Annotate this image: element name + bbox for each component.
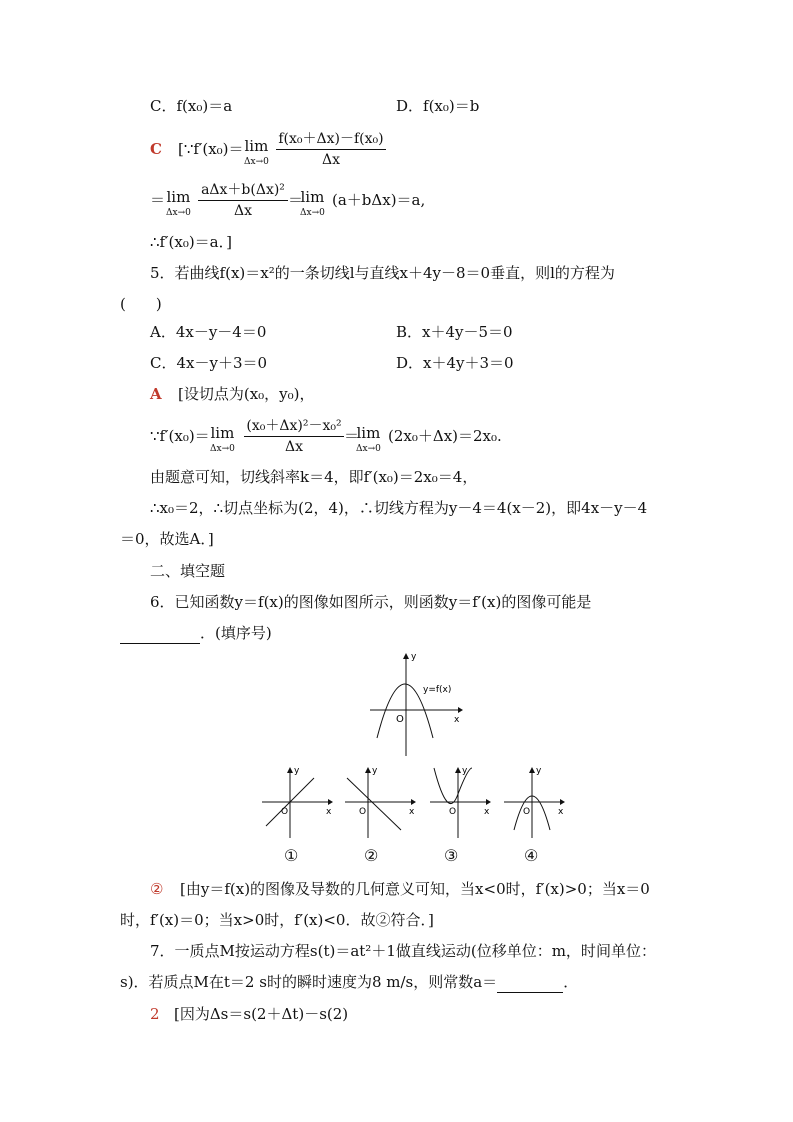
decreasing-line xyxy=(347,778,401,830)
graph-4-x-label: x xyxy=(558,807,564,817)
q6-graph-3 xyxy=(428,764,494,840)
q7-answer-value: 2 xyxy=(150,1005,160,1023)
fraction-bar xyxy=(244,436,344,437)
q4-line2-mid-equals: ＝ xyxy=(288,191,304,209)
q7-answer-blank xyxy=(497,972,563,993)
graph-4-y-label: y xyxy=(536,766,542,776)
main-curve-label: y=f(x) xyxy=(423,685,452,695)
lim-word: lim xyxy=(356,424,381,442)
graph-1-y-label: y xyxy=(294,766,300,776)
q4-line2-equals: ＝ xyxy=(150,191,166,209)
q7-solution-line1: [因为Δs＝s(2＋Δt)－s(2) xyxy=(174,1005,349,1023)
y-axis-arrow xyxy=(403,653,409,659)
graph-2-x-label: x xyxy=(409,807,415,817)
lim-subscript: Δx→0 xyxy=(300,208,325,218)
x-axis-arrow xyxy=(458,707,463,713)
q5-solution-line2-prefix: ∵f′(x₀)＝ xyxy=(150,427,210,445)
fraction-bar xyxy=(276,149,386,150)
q5-fraction xyxy=(244,417,344,456)
fraction-numerator: (x₀＋Δx)²－x₀² xyxy=(246,418,342,434)
fraction-numerator: f(x₀＋Δx)－f(x₀) xyxy=(278,131,384,147)
lim-subscript: Δx→0 xyxy=(244,157,269,167)
q5-stem-line2: ( ) xyxy=(120,295,162,313)
q6-stem-line2 xyxy=(120,623,272,644)
q5-option-a: A．4x－y－4＝0 xyxy=(150,323,267,341)
q5-solution-line5: ＝0，故选A．] xyxy=(120,530,214,548)
q6-solution-line2: 时，f′(x)＝0；当x>0时，f′(x)<0．故②符合．] xyxy=(120,911,434,929)
main-x-label: x xyxy=(454,715,460,725)
graph-3-y-label: y xyxy=(462,766,468,776)
graph-3-x-label: x xyxy=(484,807,490,817)
fraction-numerator: aΔx＋b(Δx)² xyxy=(201,182,285,198)
q7-stem-line2-text: s)．若质点M在t＝2 s时的瞬时速度为8 m/s，则常数a＝ xyxy=(120,973,498,991)
q6-stem-line1: 6．已知函数y＝f(x)的图像如图所示，则函数y＝f′(x)的图像可能是 xyxy=(150,593,592,611)
lim-word: lim xyxy=(166,188,191,206)
q5-solution-line1: [设切点为(x₀，y₀)， xyxy=(178,385,315,403)
section-title-fill-in: 二、填空题 xyxy=(150,562,226,580)
q5-solution-line2-mid: ＝ xyxy=(344,427,360,445)
fraction-bar xyxy=(198,200,288,201)
q5-option-d: D．x＋4y＋3＝0 xyxy=(396,354,514,372)
q6-stem-line2-text: ．(填序号) xyxy=(200,624,272,642)
lim-word: lim xyxy=(210,424,235,442)
q7-stem-line2 xyxy=(120,972,578,993)
q4-limit-2 xyxy=(166,188,191,220)
graph-2-y-label: y xyxy=(372,766,378,776)
q6-caption-2: ② xyxy=(364,846,379,865)
q5-option-c: C．4x－y＋3＝0 xyxy=(150,354,268,372)
q4-fraction-2 xyxy=(198,181,288,220)
lim-subscript: Δx→0 xyxy=(356,444,381,454)
q6-answer-blank xyxy=(120,623,200,644)
q4-option-c: C．f(x₀)＝a xyxy=(150,97,233,115)
q5-stem-line1: 5．若曲线f(x)＝x²的一条切线l与直线x＋4y－8＝0垂直，则l的方程为 xyxy=(150,264,615,282)
graph-3-origin: O xyxy=(449,807,457,817)
q6-caption-3: ③ xyxy=(444,846,459,865)
lim-subscript: Δx→0 xyxy=(166,208,191,218)
q6-graph-2 xyxy=(343,764,419,840)
q5-solution-line4: ∴x₀＝2，∴切点坐标为(2，4)，∴切线方程为y－4＝4(x－2)，即4x－y－4 xyxy=(150,499,648,517)
q4-limit-1 xyxy=(244,137,269,169)
q6-graph-4 xyxy=(502,764,568,840)
q6-caption-4: ④ xyxy=(524,846,539,865)
q6-solution-line1: [由y＝f(x)的图像及导数的几何意义可知，当x<0时，f′(x)>0；当x＝0 xyxy=(180,880,650,898)
q5-limit-1 xyxy=(210,424,235,456)
lim-word: lim xyxy=(244,137,269,155)
q6-main-graph xyxy=(366,650,466,758)
q5-limit-2 xyxy=(356,424,381,456)
fraction-denominator: Δx xyxy=(321,152,340,168)
q7-stem-line1: 7．一质点M按运动方程s(t)＝at²＋1做直线运动(位移单位：m，时间单位： xyxy=(150,942,656,960)
q6-caption-1: ① xyxy=(284,846,299,865)
q5-option-b: B．x＋4y－5＝0 xyxy=(396,323,513,341)
q5-answer-letter: A xyxy=(150,385,162,403)
graph-2-origin: O xyxy=(359,807,367,817)
q4-line2-tail: (a＋bΔx)＝a, xyxy=(332,191,426,209)
q4-solution-line1-prefix: [∵f′(x₀)＝ xyxy=(178,140,244,158)
main-y-label: y xyxy=(411,652,417,662)
q4-conclusion: ∴f′(x₀)＝a．] xyxy=(150,233,232,251)
graph-4-origin: O xyxy=(523,807,531,817)
q6-graph-1 xyxy=(260,764,336,840)
main-origin-label: O xyxy=(396,714,404,725)
q5-solution-line2-tail: (2x₀＋Δx)＝2x₀. xyxy=(388,427,502,445)
q4-fraction-1 xyxy=(276,130,386,169)
q7-stem-line2-end: ． xyxy=(563,973,579,991)
q5-solution-line3: 由题意可知，切线斜率k＝4，即f′(x₀)＝2x₀＝4， xyxy=(150,468,478,486)
fraction-denominator: Δx xyxy=(233,203,252,219)
lim-word: lim xyxy=(300,188,325,206)
q6-answer-symbol: ② xyxy=(150,880,164,898)
graph-1-x-label: x xyxy=(326,807,332,817)
q4-option-d: D．f(x₀)＝b xyxy=(396,97,480,115)
q4-answer-letter: C xyxy=(150,140,162,158)
graph-1-origin: O xyxy=(281,807,289,817)
lim-subscript: Δx→0 xyxy=(210,444,235,454)
q4-limit-3 xyxy=(300,188,325,220)
fraction-denominator: Δx xyxy=(284,439,303,455)
